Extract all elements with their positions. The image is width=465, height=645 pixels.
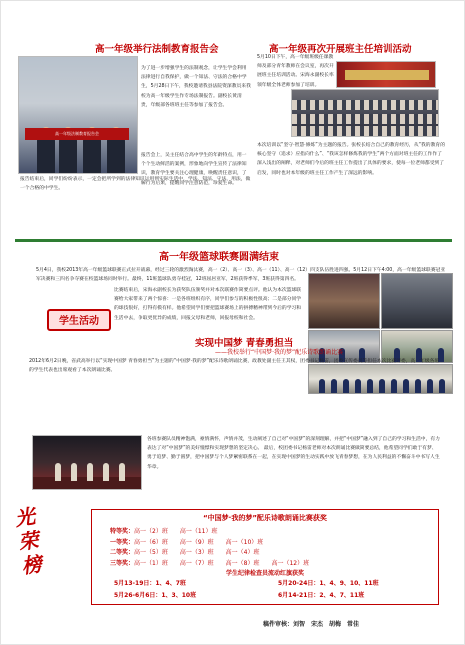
- cadre-training-lead: 5月10日下午，高一年级班级任课教师及部分青年教师在会议室，再次开展班主任培训活动。宋海永副校长率领年级全体老师参加了培训。: [257, 55, 334, 88]
- honor-roll-banner: 光荣榜: [13, 504, 44, 579]
- cadre-training-body: 本次培训以“坚守·智慧·修炼”为主题的报告。张校长结合自己的教育经历，从“我的教育的核心坚守（追求）应指向什么”、“我该怎样修炼我的学生”两个方面对班主任的工作作了深入浅出的阐释，对老师们今后的班主任工作提出了具体的要求，使每一位老师都受到了启发，同时也对本年级的班主任工作产生了深远的影响。: [257, 143, 445, 176]
- red-flag-entry: 5月26-6月6日：1、3、10班: [114, 592, 197, 599]
- award-classes: 高一（1）班 高一（7）班 高一（8）班 高一（12）班: [134, 560, 310, 567]
- award-row-third: [110, 558, 309, 567]
- basketball-photo-grid: [308, 273, 453, 394]
- recital-stage-photo: [32, 435, 142, 490]
- basketball-body-2: 比赛结束后，宋海永副校长为获奖队伍颁奖并对本次联赛作简要点评。他认为本次篮球联赛给大家带来了两个惊喜：一是各班组织有序，同学们参与的积极性很高；二是部分同学的球技很好，打得有模有样。他希望同学们要把篮球赛场上的拼搏精神带到今后的学习和生活中去，争取更优异的成绩，回报父母和老师，回报母校和社会。: [114, 288, 302, 321]
- law-report-body-3: 报告结束后，同学们纷纷表示，一定会把所学到的法律知识运用到实际生活中，学法、知法、守法、用法，做一个合格的中学生。: [20, 177, 251, 192]
- chinese-dream-body-1: 2012年6月2日晚，省武高举行以“实现中国梦 青春勇担当”为主题的“中国梦·我的梦”配乐诗歌朗诵比赛，政教处副主任王其权，团委书记杨雷，团委宣传委员等担任本次比赛评委，高一年级各班的学生代表也出席观看了本次朗诵比赛。: [29, 359, 440, 374]
- editors-footer: 稿件审核：刘智 宋杰 胡梅 常佳: [263, 621, 360, 628]
- cadre-training-photo-banner: [336, 61, 436, 88]
- basketball-body-1: 5月4日，我校2013年高一年级篮球联赛正式拉开战幕，经过三轮的激烈淘汰赛，高一（2）、高一（3）、高一（11）、高一（12）四支队伍胜进四强。5月12日下午4:00，高一年级篮球联赛冠亚军决赛和三四名争夺赛在校篮球场同时举行。最终，11班篮球队勇夺桂冠，12班屈居亚军，2班获得季军，3班获得第四名。: [36, 268, 446, 283]
- award-level: 三等奖：: [110, 560, 135, 567]
- chinese-dream-subtitle: ——我校举行“中国梦·我的梦”配乐诗歌朗诵比赛: [215, 349, 344, 356]
- red-flag-entry: 5月13-19日：1、4、7班: [114, 580, 186, 587]
- cadre-training-title: 高一年级再次开展班主任培训活动: [269, 44, 412, 55]
- law-report-body-2: 报告会上，吴主任结合高中学生的年龄特点，用一个个生动鲜活的案例，形象地向学生宣传了法律知识，教育学生要关注心理健康，唤醒责任意识，了解行为后果，提醒同学注意防范，珍爱生命。: [141, 153, 247, 186]
- chinese-dream-title: 实现中国梦 青春勇担当: [195, 338, 294, 349]
- red-flag-entry: 6月14-21日：2、4、7、11班: [278, 592, 365, 599]
- honor-roll-box: [91, 509, 439, 605]
- red-flag-entry: 5月20-24日：1、4、9、10、11班: [278, 580, 379, 587]
- award-classes: 高一（5）班 高一（3）班 高一（4）班: [134, 549, 260, 556]
- cadre-training-photo-meeting: [291, 89, 439, 137]
- chinese-dream-body-2: [147, 435, 441, 472]
- award-level: 一等奖：: [110, 539, 135, 546]
- award-row-first: [110, 537, 263, 546]
- basketball-title: 高一年级篮球联赛圆满结束: [159, 252, 279, 263]
- award-level: 特等奖：: [110, 528, 135, 535]
- chinese-dream-body-3-text: 最后，校团委书记杨雷老师对本次朗诵比赛做简要总结，他希望同学们敢于有梦、勇于追梦、勤于圆梦，把中国梦与个人梦紧密联系在一起，在实现中国梦的生动实践中放飞青春梦想，在为人民利益的不懈奋斗中书写人生华章。: [147, 446, 440, 470]
- award-level: 二等奖：: [110, 549, 135, 556]
- section-divider: [15, 239, 452, 242]
- award-classes: 高一（6）班 高一（9）班 高一（10）班: [134, 539, 264, 546]
- award-row-special: [110, 526, 217, 535]
- red-flag-title: 学生纪律检查员流动红旗获奖: [225, 570, 304, 577]
- law-report-photo: [18, 56, 138, 174]
- basketball-photo: [381, 273, 453, 329]
- law-report-photo-caption: 高一年级法制教育报告会: [25, 128, 129, 140]
- award-row-second: [110, 547, 259, 556]
- basketball-photo: [308, 273, 380, 329]
- law-report-title: 高一年级举行法制教育报告会: [95, 44, 219, 55]
- chinese-dream-body-2-text: 各班参赛队员精神饱满，豪情满怀，声情并茂，生动阐述了自己对“中国梦”的深刻理解，并把“中国梦”融入到了自己的学习和生活中，有力表达了对“中国梦”的美好憧憬和实现梦想的坚定决心。: [147, 437, 440, 452]
- honor-roll-title: “中国梦·我的梦”配乐诗歌朗诵比赛获奖: [203, 514, 327, 522]
- student-activity-badge: 学生活动: [47, 309, 111, 331]
- award-classes: 高一（2）班 高一（11）班: [134, 528, 218, 535]
- law-report-body-1: 为了进一步增强学生的法制观念，让学生学会利用法律进行自我保护，做一个知法、守法的合格中学生，5月28日下午，我校邀请我县法院资深教员来我校为高一年级学生作专场法制报告。副校长黄清贵，年级部各班班主任等参加了报告会。: [141, 66, 251, 108]
